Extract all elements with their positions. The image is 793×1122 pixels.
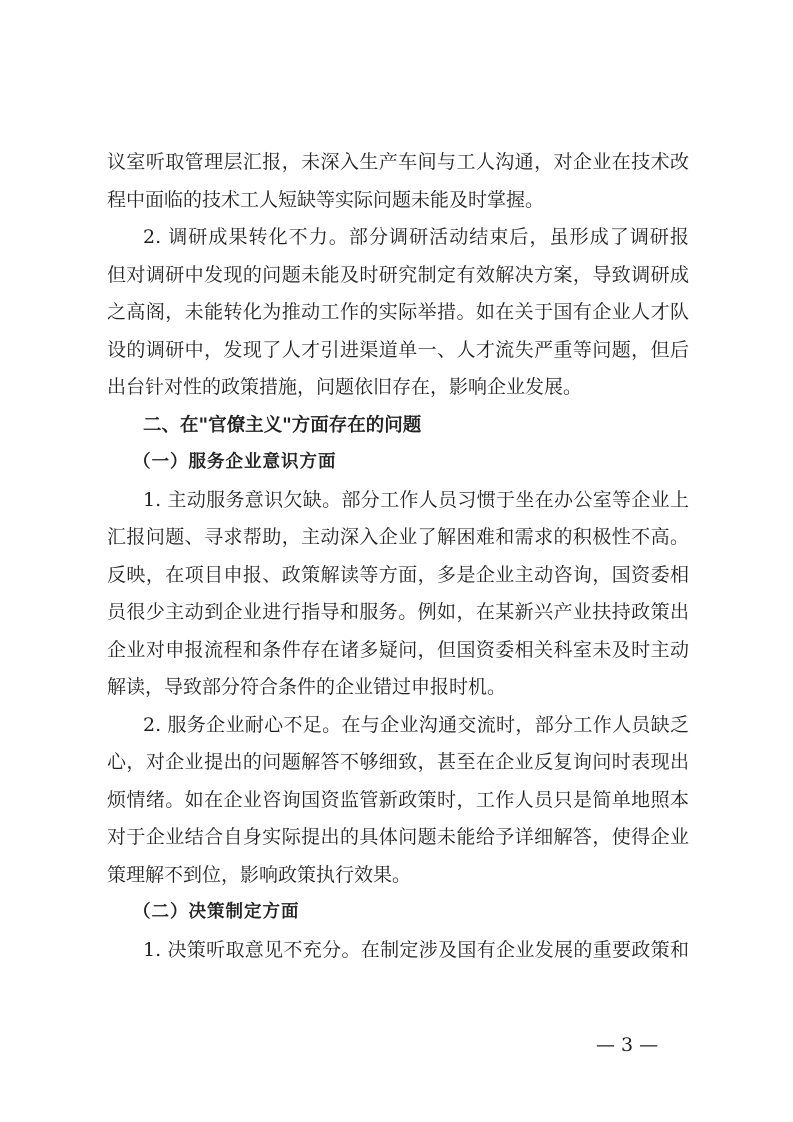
page-number: — 3 —	[596, 1034, 659, 1056]
text-line: 企业对申报流程和条件存在诸多疑问，但国资委相关科室未及时主动	[107, 638, 689, 661]
text-line: 员很少主动到企业进行指导和服务。例如，在某新兴产业扶持政策出	[107, 601, 689, 623]
subsection-heading: （一）服务企业意识方面	[133, 452, 337, 472]
text-line: 程中面临的技术工人短缺等实际问题未能及时掌握。	[107, 188, 545, 211]
text-line: 策理解不到位，影响政策执行效果。	[107, 863, 412, 886]
text-line: 2. 服务企业耐心不足。在与企业沟通交流时，部分工作人员缺乏	[143, 713, 689, 736]
text-line: 心，对企业提出的问题解答不够细致，甚至在企业反复询问时表现出	[107, 751, 689, 773]
section-heading: 二、在"官僚主义"方面存在的问题	[143, 414, 422, 436]
text-line: 议室听取管理层汇报，未深入生产车间与工人沟通，对企业在技术改	[107, 151, 689, 173]
text-line: 汇报问题、寻求帮助，主动深入企业了解困难和需求的积极性不高。	[107, 526, 689, 548]
text-line: 之高阁，未能转化为推动工作的实际举措。如在关于国有企业人才队	[107, 301, 689, 323]
text-line: 1. 决策听取意见不充分。在制定涉及国有企业发展的重要政策和	[143, 938, 689, 961]
text-line: 对于企业结合自身实际提出的具体问题未能给予详细解答，使得企业	[107, 826, 689, 848]
text-line: 出台针对性的政策措施，问题依旧存在，影响企业发展。	[107, 376, 583, 398]
text-line: 但对调研中发现的问题未能及时研究制定有效解决方案，导致调研成	[107, 263, 689, 286]
text-line: 反映，在项目申报、政策解读等方面，多是企业主动咨询，国资委相	[107, 563, 689, 586]
text-line: 烦情绪。如在企业咨询国资监管新政策时，工作人员只是简单地照本	[107, 788, 689, 811]
text-line: 设的调研中，发现了人才引进渠道单一、人才流失严重等问题，但后	[107, 338, 689, 361]
document-body	[107, 144, 689, 969]
text-line: 解读，导致部分符合条件的企业错过申报时机。	[107, 676, 507, 698]
subsection-heading: （二）决策制定方面	[133, 902, 300, 922]
text-line: 1. 主动服务意识欠缺。部分工作人员习惯于坐在办公室等企业上	[143, 488, 689, 511]
text-line: 2. 调研成果转化不力。部分调研活动结束后，虽形成了调研报	[143, 226, 689, 248]
